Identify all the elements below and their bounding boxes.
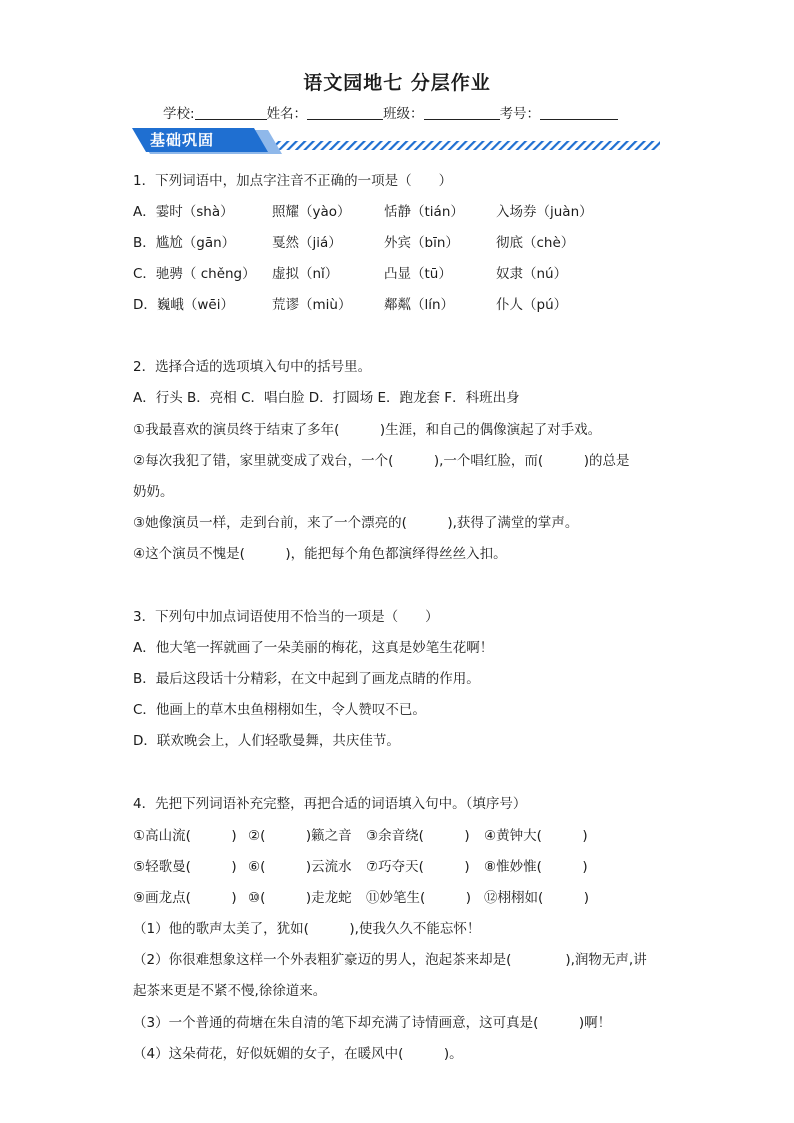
q1-option-a-2: 照耀（yào） <box>272 204 351 220</box>
q1-option-c-1: C．驰骋（ chěng） <box>133 266 256 282</box>
q3-option-b: B．最后这段话十分精彩，在文中起到了画龙点睛的作用。 <box>133 671 480 687</box>
q2-item-2-cont: 奶奶。 <box>133 484 174 500</box>
q1-option-d-4: 仆人（pú） <box>496 297 568 313</box>
page-title: 语文园地七 分层作业 <box>303 72 491 94</box>
q1-option-a-3: 恬静（tián） <box>384 204 464 220</box>
q2-item-3: ③她像演员一样，走到台前，来了一个漂亮的( ),获得了满堂的掌声。 <box>133 515 579 531</box>
q1-option-d-3: 鄰粼（lín） <box>384 297 455 313</box>
q4-sentence-2: （2）你很难想象这样一个外表粗犷豪迈的男人，泡起茶来却是( ),润物无声,讲 <box>133 952 647 968</box>
q2-item-2: ②每次我犯了错，家里就变成了戏台，一个( ),一个唱红脸，而( )的总是 <box>133 453 630 469</box>
q4-idiom-9: ⑨画龙点( ) <box>133 890 237 906</box>
q1-option-c-3: 凸显（tū） <box>384 266 452 282</box>
exam-number-field[interactable] <box>540 105 618 120</box>
q2-item-4: ④这个演员不愧是( )，能把每个角色都演绎得丝丝入扣。 <box>133 546 507 562</box>
q4-sentence-4: （4）这朵荷花，好似妩媚的女子，在暖风中( )。 <box>133 1046 463 1062</box>
section-banner <box>132 126 662 158</box>
q4-sentence-3: （3）一个普通的荷塘在朱自清的笔下却充满了诗情画意，这可真是( )啊！ <box>133 1015 612 1031</box>
school-label: 学校: <box>163 106 195 122</box>
q1-option-b-2: 戛然（jiá） <box>272 235 342 251</box>
q1-option-b-1: B．尴尬（gān） <box>133 235 236 251</box>
class-label: 班级： <box>383 106 424 122</box>
q1-stem: 1．下列词语中，加点字注音不正确的一项是（ ） <box>133 173 453 189</box>
q4-sentence-1: （1）他的歌声太美了，犹如( ),使我久久不能忘怀！ <box>133 921 481 937</box>
q1-option-a-4: 入场券（juàn） <box>496 204 593 220</box>
q1-option-d-2: 荒谬（miù） <box>272 297 352 313</box>
q1-option-b-4: 彻底（chè） <box>496 235 575 251</box>
class-field[interactable] <box>424 105 500 120</box>
q2-item-1: ①我最喜欢的演员终于结束了多年( )生涯，和自己的偶像演起了对手戏。 <box>133 422 602 438</box>
q4-idiom-3: ③余音绕( ) <box>366 828 470 844</box>
q2-options: A．行头 B．亮相 C．唱白脸 D．打圆场 E．跑龙套 F．科班出身 <box>133 390 520 406</box>
q1-option-c-2: 虚拟（nǐ） <box>272 266 339 282</box>
banner-text: 基础巩固 <box>150 131 215 149</box>
q4-stem: 4．先把下列词语补充完整，再把合适的词语填入句中。（填序号） <box>133 796 527 812</box>
q3-stem: 3．下列句中加点词语使用不恰当的一项是（ ） <box>133 609 439 625</box>
q2-stem: 2．选择合适的选项填入句中的括号里。 <box>133 359 372 375</box>
q3-option-a: A．他大笔一挥就画了一朵美丽的梅花，这真是妙笔生花啊！ <box>133 640 494 656</box>
q4-idiom-8: ⑧惟妙惟( ) <box>484 859 588 875</box>
q1-option-b-3: 外宾（bīn） <box>384 235 459 251</box>
banner-hatch-strip <box>262 141 660 150</box>
q1-option-d-1: D．巍峨（wēi） <box>133 297 234 313</box>
q3-option-c: C．他画上的草木虫鱼栩栩如生，令人赞叹不已。 <box>133 702 426 718</box>
school-field[interactable] <box>195 105 267 120</box>
q1-option-c-4: 奴隶（nú） <box>496 266 568 282</box>
q4-sentence-2-cont: 起茶来更是不紧不慢,徐徐道来。 <box>133 983 327 999</box>
q4-idiom-7: ⑦巧夺天( ) <box>366 859 470 875</box>
q4-idiom-2: ②( )籁之音 <box>248 828 352 844</box>
exam-label: 考号： <box>499 106 541 122</box>
q4-idiom-5: ⑤轻歌曼( ) <box>133 859 237 875</box>
q4-idiom-4: ④黄钟大( ) <box>484 828 588 844</box>
name-field[interactable] <box>307 105 383 120</box>
q4-idiom-11: ⑪妙笔生( ) <box>366 890 472 906</box>
name-label: 姓名： <box>266 106 308 122</box>
q4-idiom-1: ①高山流( ) <box>133 828 237 844</box>
q4-idiom-10: ⑩( )走龙蛇 <box>248 890 352 906</box>
q4-idiom-6: ⑥( )云流水 <box>248 859 352 875</box>
student-info-line <box>163 102 618 122</box>
q4-idiom-12: ⑫栩栩如( ) <box>484 890 590 906</box>
q1-option-a-1: A．霎时（shà） <box>133 204 234 220</box>
q3-option-d: D．联欢晚会上，人们轻歌曼舞，共庆佳节。 <box>133 733 400 749</box>
